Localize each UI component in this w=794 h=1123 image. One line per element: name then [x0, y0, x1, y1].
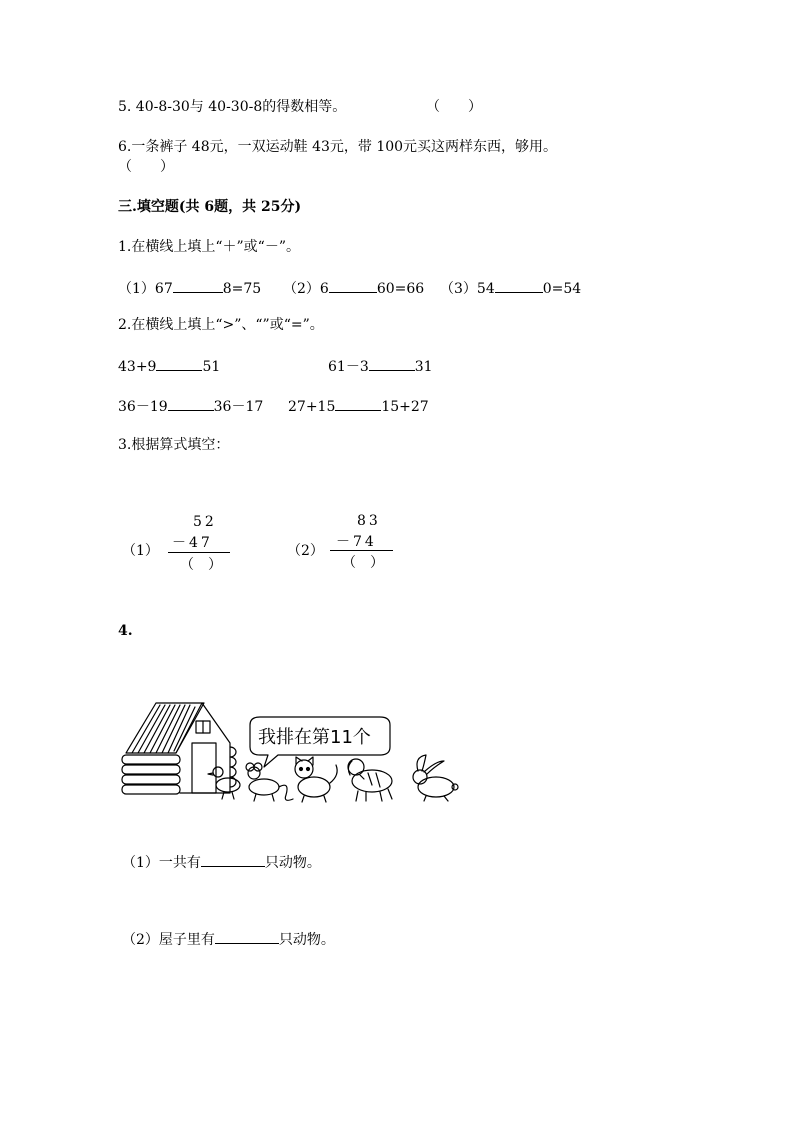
fill-1-blank-2[interactable] [329, 278, 377, 293]
fill-4-question-1: （1）一共有 只动物。 [122, 852, 321, 872]
fill-3-prompt: 3.根据算式填空： [118, 437, 230, 453]
question-5-text: 5. 40-8-30与 40-30-8的得数相等。 [118, 99, 347, 115]
vertical-problem-2-label: （2） [287, 543, 324, 559]
vertical-problem-1-answer[interactable]: （ ） [180, 557, 222, 573]
question-6-text: 6.一条裤子 48元，一双运动鞋 43元，带 100元买这两样东西，够用。 [118, 139, 558, 155]
fill-1-item-1: （1）67 8=75 [118, 278, 261, 298]
fill-2-blank-1[interactable] [156, 356, 202, 371]
section-3-title: 三.填空题(共 6题，共 25分) [118, 199, 302, 215]
vertical-problem-2-rule [330, 550, 393, 551]
fill-1-item-3: （3）54 0=54 [440, 278, 581, 298]
fill-2-item-1: 43+9 51 [118, 356, 220, 376]
fill-2-blank-4[interactable] [335, 396, 381, 411]
mouse-icon [246, 763, 293, 801]
fill-2-item-4: 27+15 15+27 [288, 396, 429, 416]
vertical-problem-1-rule [168, 552, 230, 553]
fill-2-blank-3[interactable] [168, 396, 214, 411]
dog-icon [348, 759, 392, 801]
fill-2-blank-2[interactable] [369, 356, 415, 371]
question-6 [118, 138, 557, 156]
fill-1-blank-3[interactable] [495, 278, 543, 293]
vertical-problem-1-bottom: －47 [172, 535, 213, 551]
cat-icon [295, 757, 337, 802]
vertical-problem-2-top: 83 [357, 513, 381, 529]
fill-4-question-2: （2）屋子里有 只动物。 [122, 929, 335, 949]
fill-2-item-2: 61－3 31 [328, 356, 433, 376]
speech-bubble-text: 我排在第11个 [258, 727, 371, 748]
fill-1-item-2: （2）6 60=66 [283, 278, 424, 298]
vertical-problem-1-top: 52 [193, 514, 217, 530]
fill-2-item-3: 36－19 36－17 [118, 396, 263, 416]
vertical-problem-2-bottom: －74 [336, 534, 377, 550]
animals-house-illustration [118, 695, 463, 805]
fill-4-number: 4. [118, 623, 133, 639]
rabbit-icon [413, 755, 458, 801]
fill-2-prompt: 2.在横线上填上“>”、“”或“=”。 [118, 317, 324, 333]
question-6-answer-paren[interactable]: （ ） [118, 159, 174, 175]
question-5 [118, 98, 346, 116]
vertical-problem-1-label: （1） [122, 543, 159, 559]
duck-icon [208, 767, 240, 799]
fill-1-prompt: 1.在横线上填上“＋”或“－”。 [118, 239, 300, 255]
fill-4-blank-1[interactable] [201, 852, 265, 867]
fill-1-blank-1[interactable] [173, 278, 223, 293]
fill-4-blank-2[interactable] [215, 929, 279, 944]
vertical-problem-2-answer[interactable]: （ ） [342, 555, 384, 571]
question-5-answer-paren[interactable]: （ ） [426, 99, 482, 115]
